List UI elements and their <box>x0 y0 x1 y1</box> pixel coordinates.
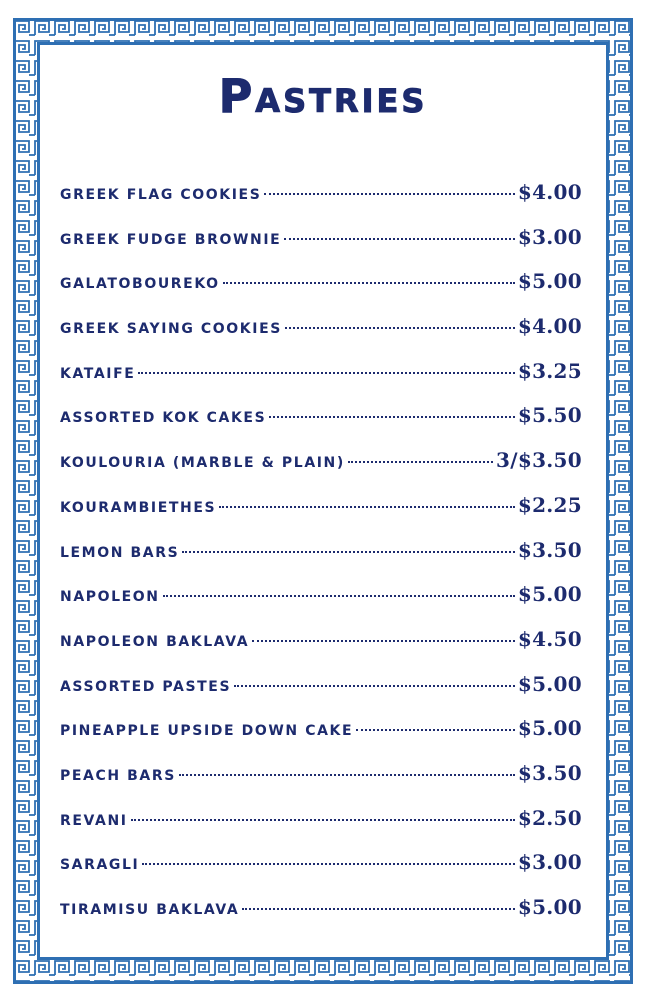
dotted-leader <box>223 282 515 284</box>
dotted-leader <box>269 416 515 418</box>
menu-item-price: $5.50 <box>517 403 582 428</box>
dotted-leader <box>131 819 515 821</box>
menu-item-price: $3.00 <box>517 850 582 875</box>
dotted-leader <box>142 863 515 865</box>
dotted-leader <box>179 774 515 776</box>
menu-item-name: greek fudge brownie <box>60 225 282 249</box>
menu-item <box>60 314 582 359</box>
menu-item-price: $4.00 <box>517 314 582 339</box>
page-title: Pastries <box>218 69 428 123</box>
menu-item-price: $5.00 <box>517 895 582 919</box>
menu-item <box>60 269 582 314</box>
menu-item-name: kourambiethes <box>60 493 217 517</box>
menu-item-name: assorted pastes <box>60 672 232 696</box>
menu-item-price: $5.00 <box>517 582 582 607</box>
menu-item-price: $2.25 <box>517 492 582 517</box>
menu-item-name: napoleon <box>60 583 160 607</box>
menu-item-price: $3.00 <box>517 224 582 249</box>
dotted-leader <box>348 461 493 463</box>
menu-item-name: lemon bars <box>60 538 180 562</box>
dotted-leader <box>356 729 515 731</box>
greek-key-border-frame <box>13 18 633 984</box>
menu-item-name: galatoboureko <box>60 270 220 294</box>
menu-item-price: $5.00 <box>517 269 582 294</box>
dotted-leader <box>163 595 515 597</box>
dotted-leader <box>252 640 515 642</box>
menu-item-name: koulouria (marble & plain) <box>60 449 345 473</box>
menu-item <box>60 672 582 717</box>
menu-item-price: $3.50 <box>517 760 582 785</box>
menu-item-price: $5.00 <box>517 671 582 696</box>
menu-item <box>60 180 582 225</box>
menu-item-name: napoleon baklava <box>60 627 250 651</box>
menu-item <box>60 627 582 672</box>
dotted-leader <box>182 551 515 553</box>
dotted-leader <box>242 908 515 910</box>
menu-item-price: $4.50 <box>517 626 582 651</box>
menu-item <box>60 716 582 761</box>
menu-item <box>60 538 582 583</box>
menu-item <box>60 403 582 448</box>
menu-item-name: kataife <box>60 359 136 383</box>
menu-item-price: $4.00 <box>517 180 582 204</box>
menu-item <box>60 359 582 404</box>
menu-item-name: pineapple upside down cake <box>60 717 354 741</box>
menu-item <box>60 493 582 538</box>
menu-list <box>60 180 582 940</box>
menu-item-name: greek saying cookies <box>60 315 282 339</box>
menu-item-price: $3.25 <box>517 358 582 383</box>
menu-item-name: revani <box>60 806 128 830</box>
menu-item <box>60 448 582 493</box>
dotted-leader <box>234 685 515 687</box>
dotted-leader <box>285 327 515 329</box>
menu-item <box>60 806 582 851</box>
menu-item-name: greek flag cookies <box>60 181 262 204</box>
menu-item <box>60 225 582 270</box>
menu-item-price: $3.50 <box>517 537 582 562</box>
menu-panel <box>40 45 606 957</box>
dotted-leader <box>138 372 514 374</box>
menu-item-price: $5.00 <box>517 716 582 741</box>
dotted-leader <box>264 193 514 195</box>
menu-item <box>60 582 582 627</box>
menu-item-name: assorted kok cakes <box>60 404 267 428</box>
menu-item-name: tiramisu baklava <box>60 896 240 919</box>
dotted-leader <box>219 506 515 508</box>
dotted-leader <box>284 238 515 240</box>
menu-item-price: 3/$3.50 <box>496 448 582 473</box>
menu-item-name: saragli <box>60 851 140 875</box>
menu-item <box>60 761 582 806</box>
menu-item <box>60 850 582 895</box>
menu-item-name: peach bars <box>60 761 176 785</box>
menu-item <box>60 895 582 940</box>
menu-item-price: $2.50 <box>517 805 582 830</box>
